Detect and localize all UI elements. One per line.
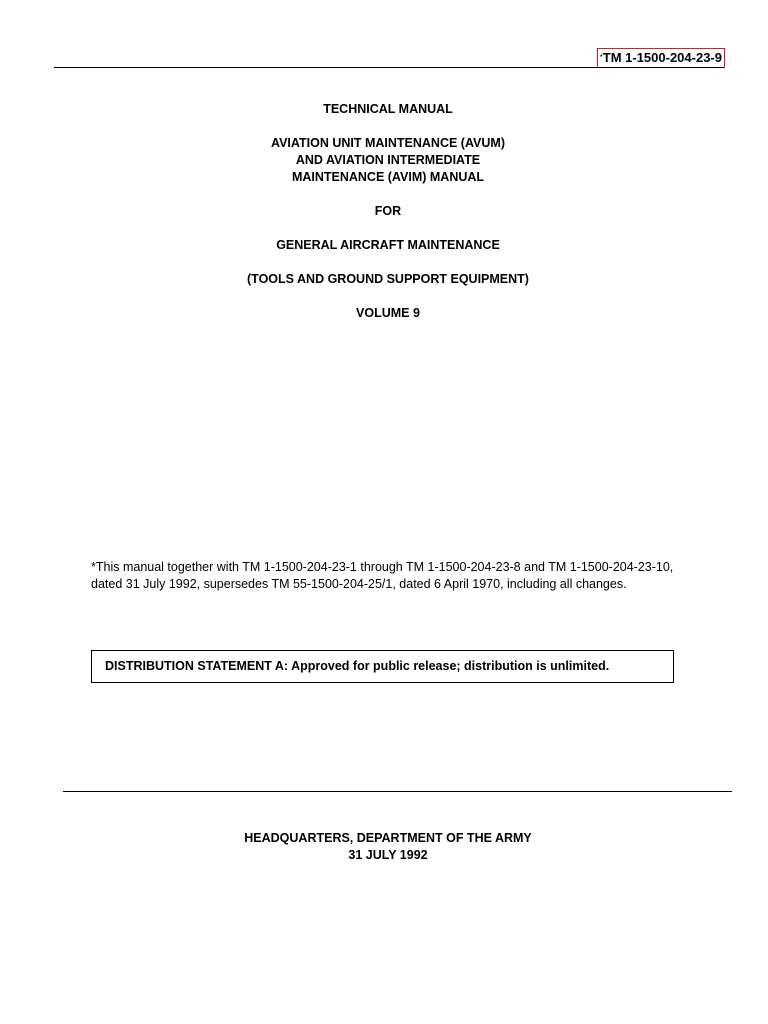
- title-line-1: AVIATION UNIT MAINTENANCE (AVUM): [270, 136, 505, 150]
- issuing-authority: HEADQUARTERS, DEPARTMENT OF THE ARMY: [244, 831, 532, 845]
- tm-number-box: [597, 48, 725, 68]
- header-rule: [54, 67, 724, 68]
- distribution-statement: DISTRIBUTION STATEMENT A: Approved for public release; distribution is unlimited.: [91, 650, 674, 683]
- title-line-3: MAINTENANCE (AVIM) MANUAL: [291, 170, 485, 184]
- title-block: [0, 101, 768, 322]
- title-for: FOR: [374, 204, 402, 218]
- title-line-2: AND AVIATION INTERMEDIATE: [295, 153, 481, 167]
- subject-title: GENERAL AIRCRAFT MAINTENANCE: [276, 238, 500, 252]
- publication-date: 31 JULY 1992: [348, 848, 428, 862]
- tm-asterisk: *: [599, 53, 603, 62]
- supersession-note: *This manual together with TM 1-1500-204-23-1 through TM 1-1500-204-23-8 and TM 1-1500-204-23-10, dated 31 July 1992, supersedes TM 55-1500-204-25/1, dated 6 April 1970, including all changes.: [91, 560, 674, 591]
- footer-rule: [63, 791, 732, 792]
- subject-subtitle: (TOOLS AND GROUND SUPPORT EQUIPMENT): [247, 272, 529, 286]
- volume-label: VOLUME 9: [356, 306, 420, 320]
- doc-type: TECHNICAL MANUAL: [323, 102, 453, 116]
- footer: [0, 830, 768, 864]
- tm-number: TM 1-1500-204-23-9: [602, 50, 722, 65]
